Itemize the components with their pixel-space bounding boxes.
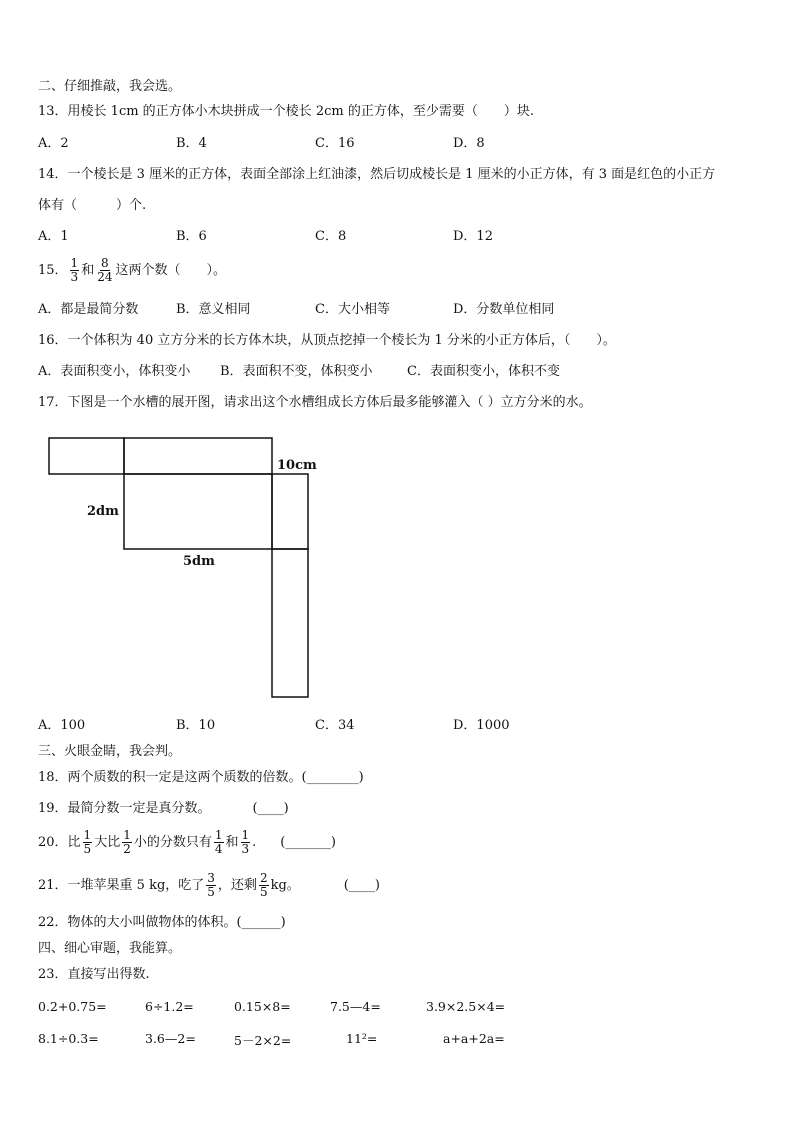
fraction-denominator: 3 <box>241 842 250 856</box>
question-16: 16．一个体积为 40 立方分米的长方体木块，从顶点挖掉一个棱长为 1 分米的小正方体后，（ ）。 <box>38 333 616 348</box>
q16-option-c: C．表面积变小，体积不变 <box>407 364 560 379</box>
q14-option-b: B．6 <box>176 229 207 244</box>
question-17: 17．下图是一个水槽的展开图，请求出这个水槽组成长方体后最多能够灌入（ ）立方分米的水。 <box>38 395 592 410</box>
q20-mid1: 大比 <box>94 835 121 850</box>
q22-text: 22．物体的大小叫做物体的体积。( <box>38 915 242 930</box>
q22-close: ) <box>280 915 286 930</box>
question-23: 23．直接写出得数. <box>38 967 150 982</box>
q18-text: 18．两个质数的积一定是这两个质数的倍数。( <box>38 770 307 785</box>
q20-mid2: 小的分数只有 <box>133 835 212 850</box>
q15-option-d: D．分数单位相同 <box>453 302 555 317</box>
fraction-denominator: 5 <box>259 885 268 899</box>
calc-item: 0.2+0.75= <box>38 999 107 1014</box>
calc-item: 8.1÷0.3= <box>38 1031 99 1046</box>
calc-item: 3.6—2= <box>145 1031 196 1046</box>
fraction-1-2 <box>122 829 132 856</box>
q18-close: ) <box>358 770 364 785</box>
fraction-numerator: 1 <box>241 828 250 842</box>
fraction-denominator: 4 <box>214 842 223 856</box>
q17-option-d: D．1000 <box>453 718 510 733</box>
q21-mid: ，还剩 <box>217 878 257 893</box>
section-heading: 三、火眼金睛，我会判。 <box>38 744 182 759</box>
fraction-denominator: 3 <box>70 270 79 284</box>
fraction-denominator: 24 <box>97 270 113 284</box>
q20-end: . <box>252 835 257 850</box>
q14-option-c: C．8 <box>315 229 347 244</box>
fraction-1-5 <box>83 829 93 856</box>
answer-blank[interactable]: (_______) <box>280 835 336 850</box>
q20-mid3: 和 <box>225 835 239 850</box>
calc-item: 5－2×2= <box>234 1033 292 1048</box>
net-face-right-upper <box>272 474 308 549</box>
question-19 <box>38 801 289 817</box>
q13-option-d: D．8 <box>453 136 485 151</box>
answer-blank[interactable]: ________ <box>306 770 359 785</box>
fraction-denominator: 2 <box>123 842 131 856</box>
q15-mid: 和 <box>81 263 95 278</box>
net-face-top <box>124 438 272 474</box>
q17-option-b: B．10 <box>176 718 216 733</box>
fraction-numerator: 1 <box>83 828 92 842</box>
q15-option-c: C．大小相等 <box>315 302 390 317</box>
fraction-1-3 <box>70 257 80 284</box>
fraction-1-4 <box>214 829 224 856</box>
question-21 <box>38 869 380 903</box>
q15-option-a: A．都是最简分数 <box>38 302 139 317</box>
q15-option-b: B．意义相同 <box>176 302 251 317</box>
question-22 <box>38 915 286 931</box>
calc-item: 7.5—4= <box>330 999 381 1014</box>
question-20 <box>38 827 336 859</box>
answer-blank[interactable]: ______ <box>241 915 281 930</box>
fraction-denominator: 5 <box>83 842 92 856</box>
q14-option-d: D．12 <box>453 229 493 244</box>
net-face-right-lower <box>272 549 308 697</box>
label-length: 5dm <box>183 554 215 569</box>
question-14-line1: 14．一个棱长是 3 厘米的正方体，表面全部涂上红油漆，然后切成棱长是 1 厘米的小正方体，有 3 面是红色的小正方 <box>38 167 716 182</box>
fraction-8-24 <box>96 257 113 284</box>
q14-option-a: A．1 <box>38 229 69 244</box>
q16-option-a: A．表面积变小，体积变小 <box>38 364 191 379</box>
answer-blank[interactable]: (____) <box>252 801 289 816</box>
answer-blank[interactable]: (____) <box>343 878 380 893</box>
q13-option-c: C．16 <box>315 136 355 151</box>
q15-suffix: 这两个数（ ）。 <box>115 263 226 278</box>
label-width: 2dm <box>87 504 119 519</box>
q21-end: kg。 <box>270 878 300 893</box>
calc-item: 0.15×8= <box>234 999 291 1014</box>
q13-option-a: A．2 <box>38 136 69 151</box>
section-heading: 二、仔细推敲，我会选。 <box>38 79 182 94</box>
calc-item: a+a+2a= <box>443 1031 505 1046</box>
fraction-numerator: 1 <box>123 828 131 842</box>
fraction-3-5 <box>206 872 216 899</box>
fraction-2-5 <box>259 872 269 899</box>
net-face-left <box>49 438 124 474</box>
fraction-denominator: 5 <box>207 885 215 899</box>
q16-option-b: B．表面积不变，体积变小 <box>220 364 373 379</box>
q20-prefix: 20．比 <box>38 835 81 850</box>
q19-text: 19．最简分数一定是真分数。 <box>38 801 211 816</box>
section-heading: 四、细心审题，我能算。 <box>38 941 182 956</box>
fraction-numerator: 8 <box>101 256 109 270</box>
calc-item: 3.9×2.5×4= <box>426 999 506 1014</box>
q17-option-c: C．34 <box>315 718 355 733</box>
fraction-numerator: 1 <box>214 828 223 842</box>
q17-option-a: A．100 <box>38 718 86 733</box>
q15-prefix: 15． <box>38 263 68 278</box>
fraction-numerator: 3 <box>207 871 215 885</box>
calc-item: 6÷1.2= <box>145 999 194 1014</box>
q21-prefix: 21．一堆苹果重 5 kg，吃了 <box>38 878 205 893</box>
fraction-numerator: 1 <box>70 256 79 270</box>
q13-option-b: B．4 <box>176 136 207 151</box>
label-depth: 10cm <box>277 458 317 473</box>
question-13: 13．用棱长 1cm 的正方体小木块拼成一个棱长 2cm 的正方体，至少需要（ ）块. <box>38 104 534 119</box>
net-face-bottom <box>124 474 272 549</box>
question-14-line2: 体有（ ）个. <box>38 198 147 213</box>
fraction-1-3 <box>241 829 251 856</box>
question-15 <box>38 256 226 286</box>
fraction-numerator: 2 <box>259 871 268 885</box>
question-18 <box>38 770 364 786</box>
calc-item: 11²= <box>346 1031 378 1046</box>
